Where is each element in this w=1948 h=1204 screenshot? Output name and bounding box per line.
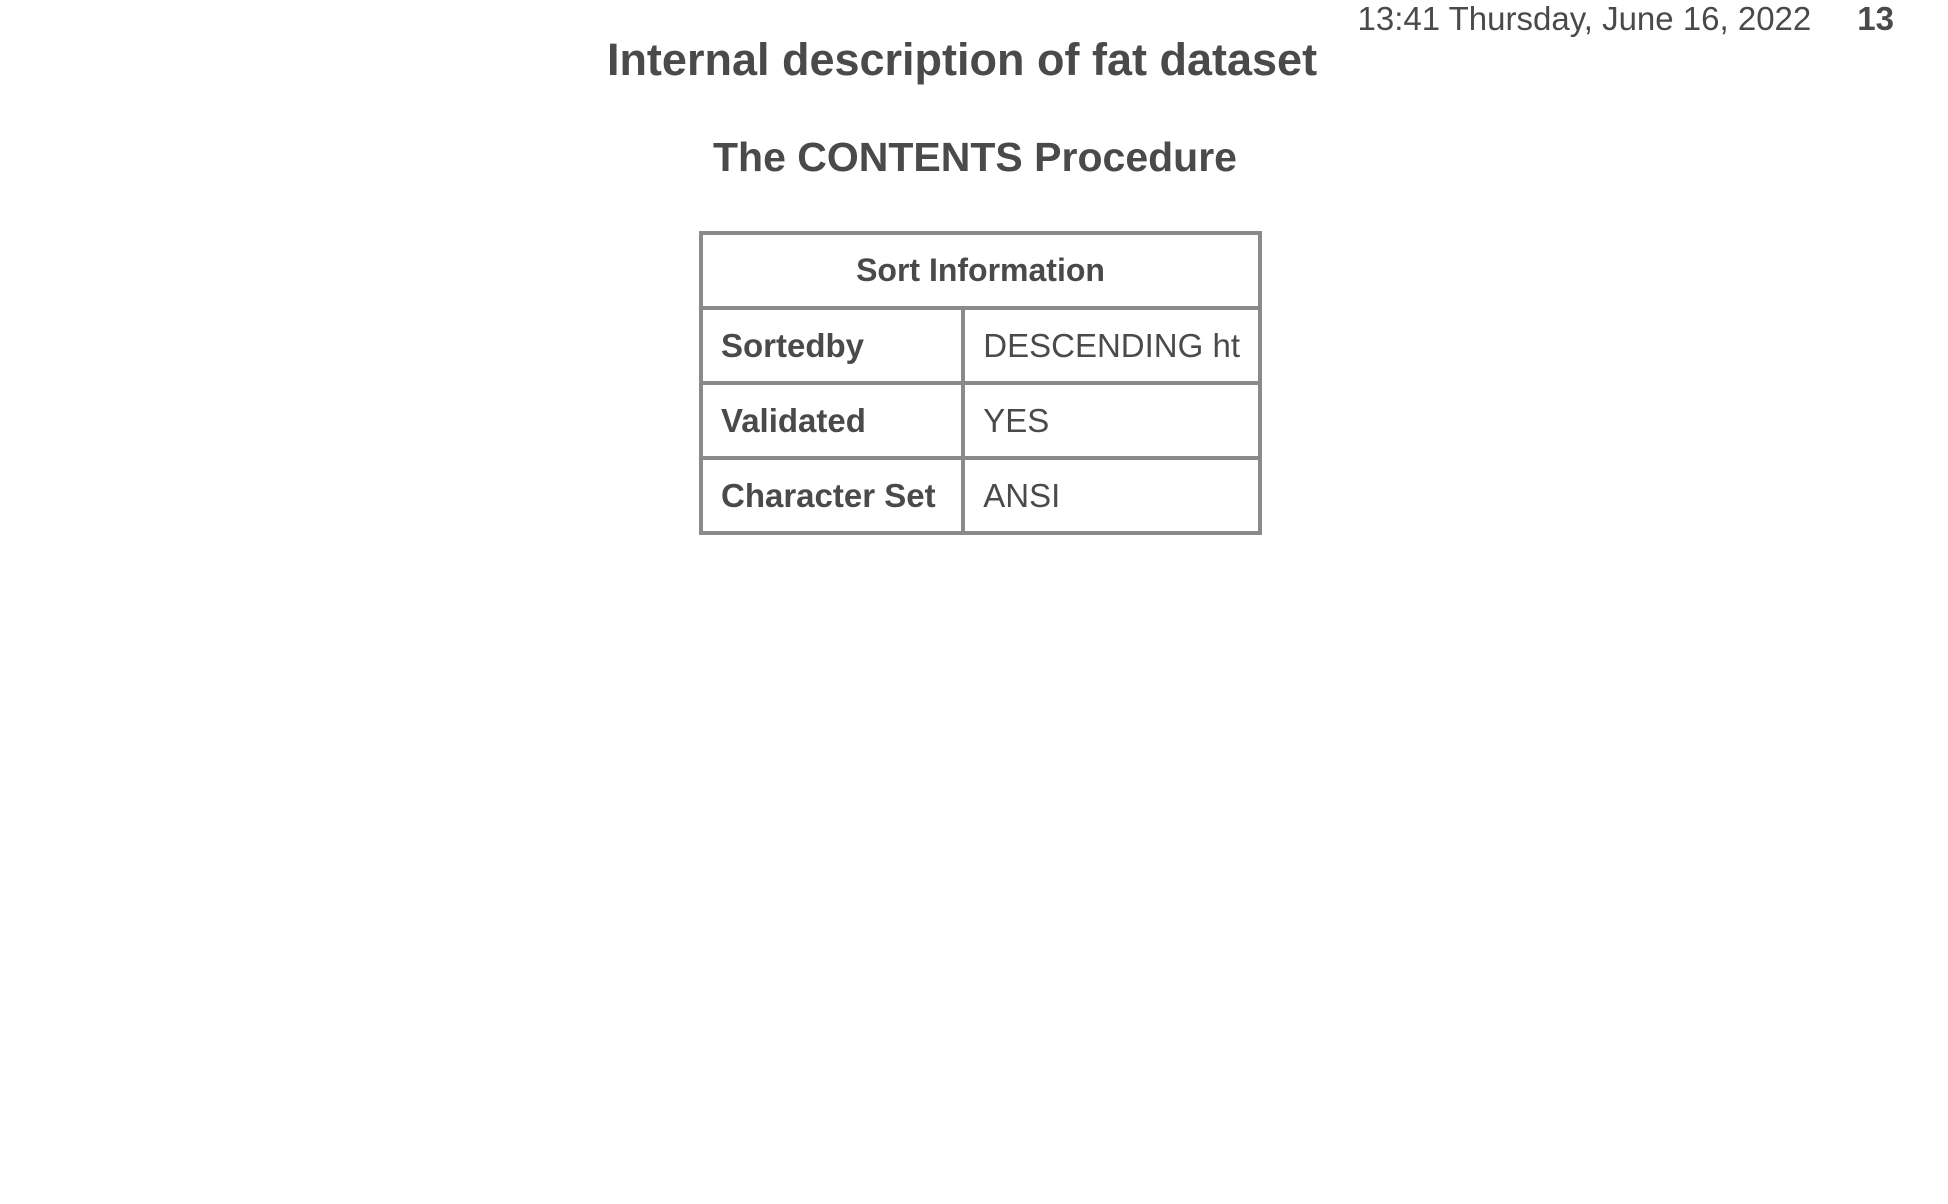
table-row [701, 458, 1260, 533]
row-value: DESCENDING ht [963, 308, 1260, 383]
row-label: Character Set [701, 458, 963, 533]
table-row [701, 383, 1260, 458]
page-number: 13 [1857, 0, 1894, 37]
table-header-row [701, 233, 1260, 308]
row-label: Sortedby [701, 308, 963, 383]
table-row [701, 308, 1260, 383]
row-value: ANSI [963, 458, 1260, 533]
header-datetime: 13:41 Thursday, June 16, 2022 [1357, 0, 1812, 37]
row-value: YES [963, 383, 1260, 458]
table-caption: Sort Information [701, 233, 1260, 308]
page-header [1357, 0, 1894, 38]
procedure-title: The CONTENTS Procedure [713, 134, 1237, 180]
row-label: Validated [701, 383, 963, 458]
sort-information-table [699, 231, 1262, 535]
page-title: Internal description of fat dataset [606, 34, 1318, 85]
